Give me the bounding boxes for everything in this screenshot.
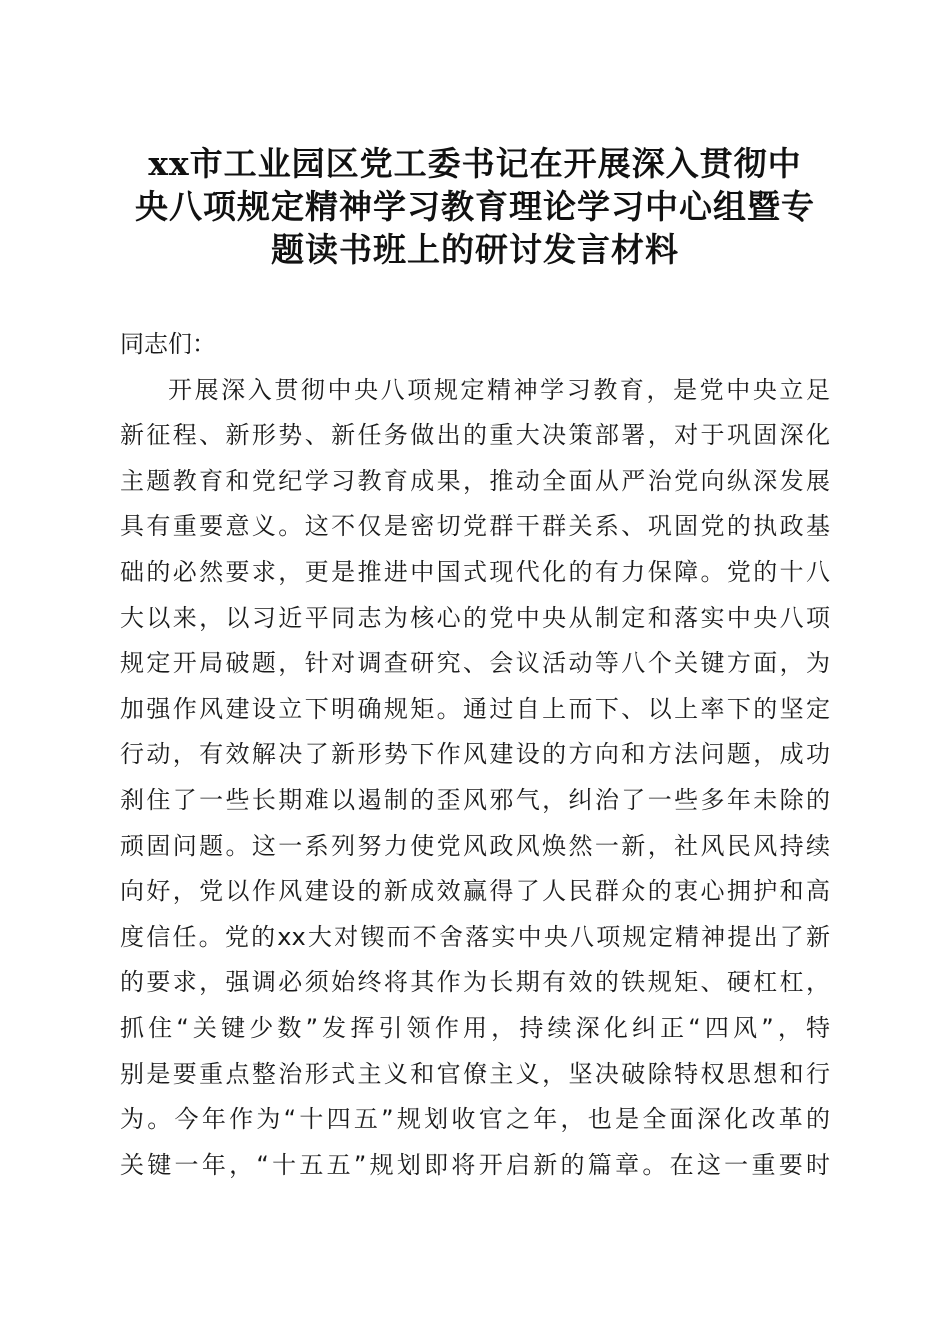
document-body — [120, 322, 830, 1188]
salutation: 同志们： — [120, 330, 216, 358]
paragraph-line: 向好，党以作风建设的新成效赢得了人民群众的衷心拥护和高 — [120, 877, 830, 906]
paragraph-line: 础的必然要求，更是推进中国式现代化的有力保障。党的十八 — [120, 557, 830, 586]
paragraph-line: 开展深入贯彻中央八项规定精神学习教育，是党中央立足 — [168, 375, 830, 404]
document-title — [60, 142, 890, 271]
paragraph-line: 具有重要意义。这不仅是密切党群干群关系、巩固党的执政基 — [120, 512, 830, 541]
paragraph-line: 主题教育和党纪学习教育成果，推动全面从严治党向纵深发展 — [120, 466, 830, 495]
paragraph-line: 的要求，强调必须始终将其作为长期有效的铁规矩、硬杠杠， — [120, 968, 830, 997]
title-line: 题读书班上的研讨发言材料 — [271, 230, 679, 269]
paragraph-line: 规定开局破题，针对调查研究、会议活动等八个关键方面，为 — [120, 649, 830, 678]
paragraph-line: 新征程、新形势、新任务做出的重大决策部署，对于巩固深化 — [120, 421, 830, 450]
paragraph-line: 为。今年作为“十四五”规划收官之年，也是全面深化改革的 — [120, 1105, 830, 1134]
paragraph-line: 大以来，以习近平同志为核心的党中央从制定和落实中央八项 — [120, 603, 830, 632]
paragraph-line: 关键一年，“十五五”规划即将开启新的篇章。在这一重要时 — [120, 1150, 830, 1179]
title-line: 央八项规定精神学习教育理论学习中心组暨专 — [135, 187, 815, 226]
paragraph-line: 加强作风建设立下明确规矩。通过自上而下、以上率下的坚定 — [120, 694, 830, 723]
paragraph-line: 度信任。党的xx大对锲而不舍落实中央八项规定精神提出了新 — [120, 922, 830, 951]
paragraph-line: 抓住“关键少数”发挥引领作用，持续深化纠正“四风”，特 — [120, 1013, 830, 1042]
paragraph-line: 别是要重点整治形式主义和官僚主义，坚决破除特权思想和行 — [120, 1059, 830, 1088]
paragraph-line: 顽固问题。这一系列努力使党风政风焕然一新，社风民风持续 — [120, 831, 830, 860]
body-paragraph — [120, 368, 830, 1189]
paragraph-line: 刹住了一些长期难以遏制的歪风邪气，纠治了一些多年未除的 — [120, 785, 830, 814]
paragraph-line: 行动，有效解决了新形势下作风建设的方向和方法问题，成功 — [120, 740, 830, 769]
title-line: xx市工业园区党工委书记在开展深入贯彻中 — [148, 144, 802, 183]
